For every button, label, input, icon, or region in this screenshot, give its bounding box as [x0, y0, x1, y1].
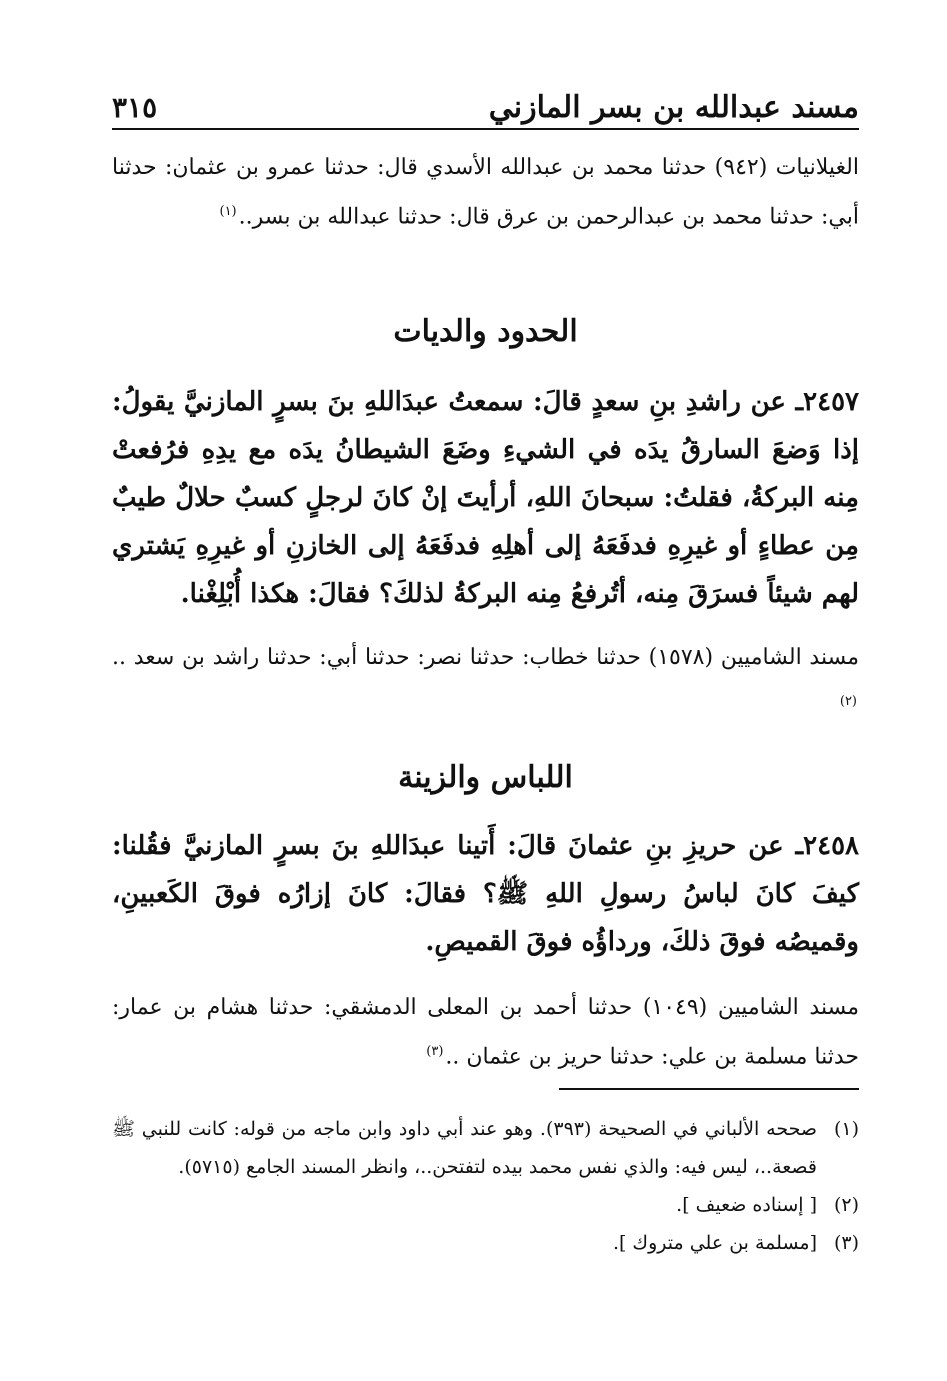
- source-2458-text: مسند الشاميين (١٠٤٩) حدثنا أحمد بن المعلى الدمشقي: حدثنا هشام بن عمار: حدثنا مسلمة بن علي: حدثنا حريز بن عثمان ..: [112, 995, 859, 1070]
- page-header: [112, 84, 859, 130]
- hadith-2458: ٢٤٥٨ـ عن حريزِ بنِ عثمانَ قالَ: أَتينا عبدَاللهِ بنَ بسرٍ المازنيَّ فقُلنا: كيفَ كانَ لباسُ رسولِ اللهِ ﷺ؟ فقالَ: كانَ إزارُه فوقَ الكَعبينِ، وقميصُه فوقَ ذلكَ، ورداؤُه فوقَ القميصِ.: [112, 831, 859, 957]
- footnote-number: (٢): [833, 1194, 859, 1216]
- footnote-ref-2: (٢): [839, 694, 857, 709]
- footnote-ref-1: (١): [219, 204, 237, 219]
- page-number: ٣١٥: [112, 91, 158, 124]
- section-heading-hudud: الحدود والديات: [393, 314, 578, 349]
- footnote-text: صححه الألباني في الصحيحة (٣٩٣). وهو عند أبي داود وابن ماجه من قوله: كانت للنبي ﷺ قصعة..، ليس فيه: والذي نفس محمد بيده لتفتحن..، وانظر المسند الجامع (٥٧١٥).: [112, 1118, 817, 1178]
- footnote-text: [ إسناده ضعيف ].: [676, 1194, 817, 1216]
- hadith-2457: ٢٤٥٧ـ عن راشدِ بنِ سعدٍ قالَ: سمعتُ عبدَاللهِ بنَ بسرٍ المازنيَّ يقولُ: إذا وَضعَ السارقُ يدَه في الشيءِ وضَعَ الشيطانُ يدَه مع يدِهِ فرُفعتْ مِنه البركةُ، فقلتُ: سبحانَ اللهِ، أرأيتَ إنْ كانَ لرجلٍ كسبٌ حلالٌ طيبٌ مِن عطاءٍ أو غيرِهِ فدفَعَهُ إلى أهلِهِ فدفَعَهُ إلى الخازنِ أو غيرِهِ يَشتري لهم شيئاً فسرَقَ مِنه، أتُرفعُ مِنه البركةُ لذلكَ؟ فقالَ: هكذا أُبْلِغْنا.: [112, 387, 859, 609]
- running-title: مسند عبدالله بن بسر المازني: [488, 90, 859, 125]
- source-citation-top: [112, 146, 859, 239]
- source-2457-text: مسند الشاميين (١٥٧٨) حدثنا خطاب: حدثنا نصر: حدثنا أبي: حدثنا راشد بن سعد ..: [112, 645, 859, 670]
- footnote-number: (١): [833, 1118, 859, 1140]
- footnote-1: [112, 1110, 859, 1186]
- footnote-2: [112, 1186, 859, 1224]
- footnote-divider: [559, 1088, 859, 1090]
- source-citation-2457: [112, 636, 859, 729]
- footnote-ref-3: (٣): [426, 1044, 444, 1059]
- footnote-text: [مسلمة بن علي متروك ].: [612, 1232, 817, 1254]
- source-citation-2458: [112, 986, 859, 1079]
- footnotes: [112, 1110, 859, 1262]
- section-heading-libas: اللباس والزينة: [398, 760, 573, 795]
- footnote-3: [112, 1224, 859, 1262]
- source-top-text: الغيلانيات (٩٤٢) حدثنا محمد بن عبدالله الأسدي قال: حدثنا عمرو بن عثمان: حدثنا أبي: حدثنا محمد بن عبدالرحمن بن عرق قال: حدثنا عبدالله بن بسر..: [112, 155, 859, 230]
- footnote-number: (٣): [833, 1232, 859, 1254]
